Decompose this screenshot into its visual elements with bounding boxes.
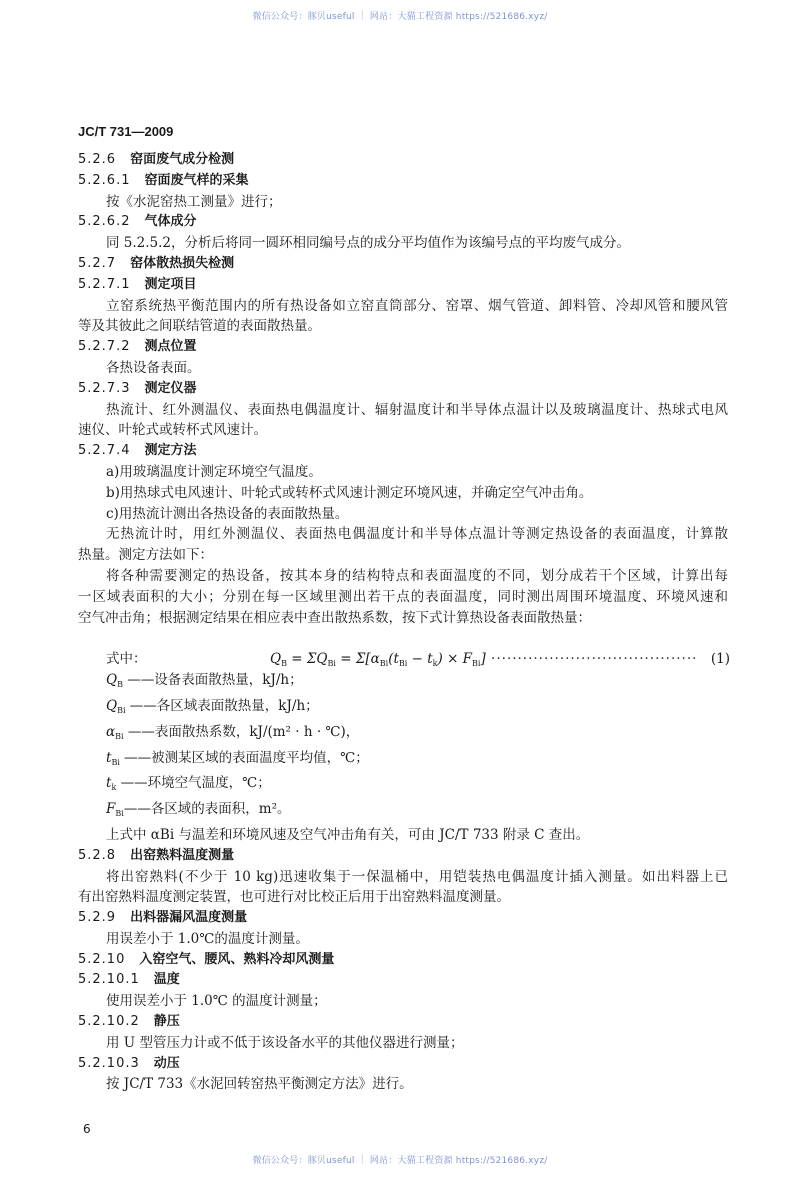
formula-part: = ΣQ xyxy=(286,651,328,667)
formula-sub: B xyxy=(281,659,287,668)
section-title: 测定项目 xyxy=(144,276,197,292)
definition-item xyxy=(78,799,728,825)
section-heading xyxy=(78,441,728,462)
section-title: 窑面废气样的采集 xyxy=(144,172,249,188)
paragraph-line: 按《水泥窑热工测量》进行； xyxy=(106,193,282,210)
symbol: Q xyxy=(106,697,118,714)
formula-sub: Bi xyxy=(398,659,408,668)
paragraph-line: 立窑系统热平衡范围内的所有热设备如立窑直筒部分、窑罩、烟气管道、卸料管、冷却风管和腰风管 xyxy=(106,297,728,314)
section-title: 出料器漏风温度测量 xyxy=(130,910,248,926)
section-number: 5.2.8 xyxy=(78,847,117,863)
section-title: 入窑空气、腰风、熟料冷却风测量 xyxy=(139,951,335,967)
symbol: Q xyxy=(106,672,118,689)
paragraph-line: 各热设备表面。 xyxy=(106,359,201,376)
formula-part: ) × F xyxy=(437,651,473,667)
definition-item xyxy=(78,722,728,748)
section-title: 窑体散热损失检测 xyxy=(130,255,235,271)
paragraph-line: 按 JC/T 733《水泥回转窑热平衡测定方法》进行。 xyxy=(106,1076,413,1093)
section-number: 5.2.6 xyxy=(78,152,117,167)
section-heading xyxy=(78,950,728,971)
paragraph-line: 用 U 型管压力计或不低于该设备水平的其他仪器进行测量； xyxy=(106,1034,464,1051)
paragraph-line: 将出窑熟料(不少于 10 kg)迅速收集于一保温桶中，用铠装热电偶温度计插入测量。如出料器上已 xyxy=(106,868,728,885)
section-title: 测定方法 xyxy=(144,443,197,459)
symbol: α xyxy=(106,723,116,740)
section-heading xyxy=(78,908,728,929)
formula-leader-dots: ······································· xyxy=(485,651,698,667)
formula-sub: Bi xyxy=(327,659,336,668)
definition-text: ——各区域的表面积，m²。 xyxy=(123,801,291,818)
section-title: 窑面废气成分检测 xyxy=(130,152,235,167)
paragraph-line: c)用热流计测出各热设备的表面散热量。 xyxy=(106,505,349,522)
formula-spacer xyxy=(78,628,728,649)
section-heading xyxy=(78,379,728,400)
definition-item xyxy=(78,748,728,774)
section-title: 出窑熟料温度测量 xyxy=(130,847,235,863)
symbol: t xyxy=(106,749,112,766)
definition-text: ——环境空气温度，℃； xyxy=(116,775,271,792)
paragraph-line: b)用热球式电风速计、叶轮式或转杯式风速计测定环境风速，并确定空气冲击角。 xyxy=(106,484,593,501)
paragraph-line: 空气冲击角；根据测定结果在相应表中查出散热系数，按下式计算热设备表面散热量： xyxy=(78,609,591,626)
definition-item xyxy=(78,696,728,722)
paragraph-line: 使用误差小于 1.0℃ 的温度计测量； xyxy=(106,993,327,1010)
symbol-subscript: B xyxy=(117,680,123,690)
standard-code: JC/T 731—2009 xyxy=(78,124,174,139)
section-heading xyxy=(78,171,728,192)
equation-number: (1) xyxy=(710,651,730,667)
section-title: 动压 xyxy=(153,1055,180,1071)
paragraph-line: 用误差小于 1.0℃的温度计测量。 xyxy=(106,930,309,947)
paragraph-line: 热量。测定方法如下： xyxy=(78,547,213,564)
section-heading xyxy=(78,150,728,171)
definitions xyxy=(78,649,728,825)
sections-part-2 xyxy=(78,825,728,1095)
section-number: 5.2.10 xyxy=(78,951,126,967)
definition-text: ——被测某区域的表面温度平均值，℃； xyxy=(119,749,369,766)
section-heading xyxy=(78,254,728,275)
section-heading xyxy=(78,846,728,867)
formula-part: ] xyxy=(480,651,486,667)
section-number: 5.2.6.2 xyxy=(78,214,131,230)
definition-text: ——表面散热系数，kJ/(m² · h · ℃)， xyxy=(123,723,360,740)
section-title: 温度 xyxy=(153,972,180,988)
formula-sub: k xyxy=(432,659,438,668)
paragraph-line: 将各种需要测定的热设备，按其本身的结构特点和表面温度的不同，划分成若干个区域，计算出每 xyxy=(106,567,728,584)
section-heading xyxy=(78,275,728,296)
definition-item xyxy=(78,670,728,696)
symbol: F xyxy=(106,801,116,818)
paragraph-line: 一区域表面积的大小；分别在每一区域里测出若干点的表面温度，同时测出周围环境温度、环境风速和 xyxy=(78,588,728,605)
document-body xyxy=(78,150,728,1095)
paragraph-line: 无热流计时，用红外测温仪、表面热电偶温度计和半导体点温计等测定热设备的表面温度，计算散 xyxy=(106,526,728,543)
definition-item xyxy=(78,773,728,799)
formula-part: = Σ[α xyxy=(335,651,380,667)
section-heading xyxy=(78,970,728,991)
watermark-top: 微信公众号：豚贝useful ｜ 网站：大猫工程资源 https://521686.xyz/ xyxy=(252,12,548,22)
definition-text: ——设备表面散热量，kJ/h； xyxy=(122,672,303,689)
section-heading xyxy=(78,1054,728,1075)
paragraph-line: 同 5.2.5.2，分析后将同一圆环相同编号点的成分平均值作为该编号点的平均废气成分。 xyxy=(106,235,631,252)
symbol-subscript: Bi xyxy=(115,731,124,741)
section-number: 5.2.7.1 xyxy=(78,276,131,292)
section-number: 5.2.7.4 xyxy=(78,443,131,459)
formula-sub: Bi xyxy=(379,659,389,668)
watermark-bottom: 微信公众号：豚贝useful ｜ 网站：大猫工程资源 https://521686.xyz/ xyxy=(252,1156,548,1166)
formula-sub: Bi xyxy=(472,659,481,668)
section-title: 气体成分 xyxy=(144,214,197,230)
section-number: 5.2.9 xyxy=(78,910,117,926)
section-number: 5.2.7 xyxy=(78,255,117,271)
paragraph-line: 上式中 αBi 与温差和环境风速及空气冲击角有关，可由 JC/T 733 附录 C 查出。 xyxy=(106,826,590,843)
section-title: 测定仪器 xyxy=(144,380,197,396)
symbol-subscript: Bi xyxy=(117,705,126,715)
paragraph-line: a)用玻璃温度计测定环境空气温度。 xyxy=(106,463,322,480)
section-heading xyxy=(78,212,728,233)
section-number: 5.2.6.1 xyxy=(78,172,131,188)
section-number: 5.2.7.3 xyxy=(78,380,131,396)
section-number: 5.2.10.1 xyxy=(78,972,140,988)
definitions-intro: 式中： xyxy=(106,651,147,668)
section-heading xyxy=(78,337,728,358)
section-number: 5.2.7.2 xyxy=(78,339,131,355)
symbol-subscript: Bi xyxy=(111,757,120,767)
paragraph-line: 等及其彼此之间联结管道的表面散热量。 xyxy=(78,318,321,335)
section-title: 测点位置 xyxy=(144,339,197,355)
paragraph-line: 速仪、叶轮式或转杯式风速计。 xyxy=(78,422,267,439)
section-number: 5.2.10.3 xyxy=(78,1055,140,1071)
formula-lhs: Q xyxy=(270,651,282,667)
page-number: 6 xyxy=(83,1122,91,1136)
heat-loss-formula xyxy=(270,651,730,668)
sections-part-1 xyxy=(78,150,728,628)
section-title: 静压 xyxy=(153,1014,180,1030)
definition-text: ——各区域表面散热量，kJ/h； xyxy=(125,697,319,714)
symbol: t xyxy=(106,775,112,792)
section-heading xyxy=(78,1012,728,1033)
paragraph-line: 有出窑熟料温度测定装置，也可进行对比校正后用于出窑熟料温度测量。 xyxy=(78,889,510,906)
section-number: 5.2.10.2 xyxy=(78,1014,140,1030)
paragraph-line: 热流计、红外测温仪、表面热电偶温度计、辐射温度计和半导体点温计以及玻璃温度计、热球式电风 xyxy=(106,401,728,418)
formula-part: (t xyxy=(388,651,399,667)
symbol-subscript: Bi xyxy=(115,809,124,819)
formula-part: − t xyxy=(407,651,433,667)
symbol-subscript: k xyxy=(111,783,117,793)
